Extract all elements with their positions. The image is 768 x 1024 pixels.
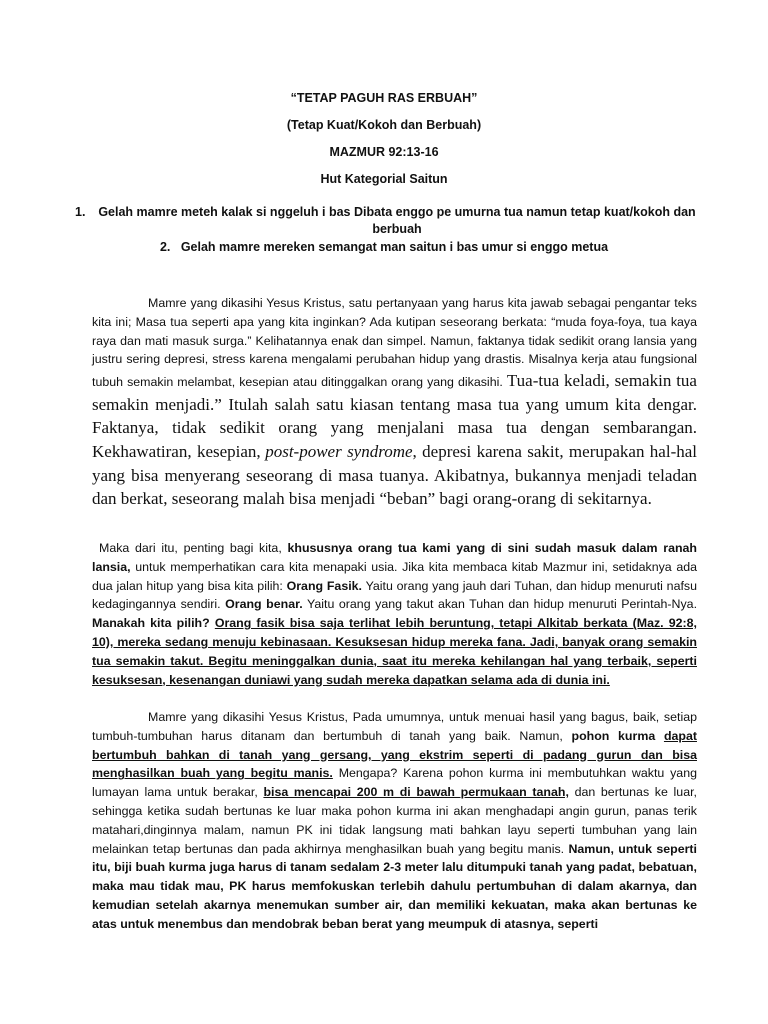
paragraph-3-part-a: Mamre yang dikasihi Yesus Kristus, Pada umumnya, untuk menuai hasil yang bagus, baik, setiap tumbuh-tumbuhan harus ditanam dan bertumbuh di tanah yang baik. Namun, [92, 710, 697, 743]
paragraph-3-part-f: dan bertunas ke luar, sehingga ketika sudah bertunas ke luar maka pohon kurma ini akan menghadapi angin gurun, panas terik matahari,dinginnya malam, namun PK ini tidak langsung mati bahkan layu seperti tumbuhan yang lain melainkan tetap bertunas dan pada akhirnya menghasilkan buah yang begitu manis. [92, 785, 697, 856]
paragraph-1-part-b: Tua-tua keladi, semakin tua semakin menjadi.” Itulah salah satu kiasan tentang masa tua yang umum kita dengar. Faktanya, tidak sedikit orang yang menjalani masa tua dengan sembarangan. Kekhawatiran, kesepian, [92, 371, 697, 461]
paragraph-3-part-g: Namun, untuk seperti itu, biji buah kurma juga harus di tanam sedalam 2-3 meter lalu ditumpuki tanah yang padat, bebatuan, maka mau tidak mau, PK harus memfokuskan terlebih dahulu pertumbuhan di dalam akarnya, dan kemudian setelah akarnya menemukan sumber air, dan memiliki kekuatan, maka akan bertunas ke atas untuk menembus dan mendobrak beban berat yang meumpuk di atasnya, seperti [92, 841, 697, 931]
objective-1-text: Gelah mamre meteh kalak si nggeluh i bas Dibata enggo pe umurna tua namun tetap kuat/kokoh dan berbuah [98, 205, 696, 236]
category-label: Hut Kategorial Saitun [320, 172, 448, 186]
objective-1 [75, 204, 697, 238]
paragraph-3 [92, 708, 697, 934]
paragraph-1-part-a: Mamre yang dikasihi Yesus Kristus, satu pertanyaan yang harus kita jawab sebagai pengantar teks kita ini; Masa tua seperti apa yang kita inginkan? Ada kutipan seseorang berkata: “muda foya-foya, tua kaya raya dan mati masuk surga.” Kelihatannya enak dan simpel. Namun, faktanya tidak sedikit orang lansia yang justru sering depresi, stress karena mengalami perubahan hidup yang drastis. Misalnya kerja atau fungsional tubuh semakin melambat, kesepian atau ditinggalkan orang yang dikasihi. [92, 296, 697, 390]
paragraph-2-part-b: khususnya orang tua kami yang di sini sudah masuk dalam ranah lansia, [92, 541, 697, 574]
document-title: “TETAP PAGUH RAS ERBUAH” [290, 91, 478, 105]
paragraph-1 [92, 294, 697, 511]
paragraph-2-part-a: Maka dari itu, penting bagi kita, [99, 541, 282, 555]
objective-2-text: Gelah mamre mereken semangat man saitun i bas umur si enggo metua [180, 240, 609, 254]
objective-2-number: 2. [159, 240, 171, 254]
paragraph-2-part-i: Orang fasik bisa saja terlihat lebih beruntung, tetapi Alkitab berkata (Maz. 92:8, 10), mereka sedang menuju kebinasaan. Kesuksesan hidup mereka fana. Jadi, banyak orang semakin tua semakin takut. Begitu meninggalkan dunia, saat itu mereka kehilangan hal yang terbaik, seperti kesuksesan, kesenangan duniawi yang sudah mereka dapatkan selama ada di dunia ini. [92, 616, 697, 687]
paragraph-1-part-c: post-power syndrome [265, 441, 413, 461]
paragraph-2-part-f: Orang benar. [225, 597, 303, 612]
objective-1-number: 1. [75, 205, 86, 219]
paragraph-3-part-b: pohon kurma [571, 728, 656, 743]
paragraph-3-part-c: dapat bertumbuh bahkan di tanah yang gersang, yang ekstrim seperti di padang gurun dan bisa menghasilkan buah yang begitu manis. [92, 728, 697, 781]
document-subtitle: (Tetap Kuat/Kokoh dan Berbuah) [286, 118, 482, 132]
paragraph-1-part-d: , depresi karena sakit, merupakan hal-hal yang bisa menyerang seseorang di masa tuanya. Akibatnya, bukannya menjadi teladan dan berkat, seseorang malah bisa menjadi “beban” bagi orang-orang di sekitarnya. [92, 441, 697, 509]
paragraph-2-part-h: Manakah kita pilih? [92, 616, 210, 631]
paragraph-2 [92, 539, 697, 689]
paragraph-2-part-e: Yaitu orang yang jauh dari Tuhan, dan hidup menuruti nafsu kedagingannya sendiri. [92, 578, 697, 612]
paragraph-2-part-g: Yaitu orang yang takut akan Tuhan dan hidup menuruti Perintah-Nya. [307, 597, 698, 612]
paragraph-3-part-d: Mengapa? Karena pohon kurma ini membutuhkan waktu yang lumayan lama untuk berakar, [92, 766, 697, 800]
scripture-reference: MAZMUR 92:13-16 [329, 145, 439, 159]
paragraph-2-part-c: untuk memperhatikan cara kita menapaki usia. Jika kita membaca kitab Mazmur ini, setidaknya ada dua jalan hitup yang bisa kita pilih: [92, 559, 697, 593]
paragraph-3-part-e: bisa mencapai 200 m di bawah permukaan tanah, [263, 785, 569, 800]
objective-2 [0, 239, 768, 256]
paragraph-2-part-d: Orang Fasik. [286, 578, 362, 593]
